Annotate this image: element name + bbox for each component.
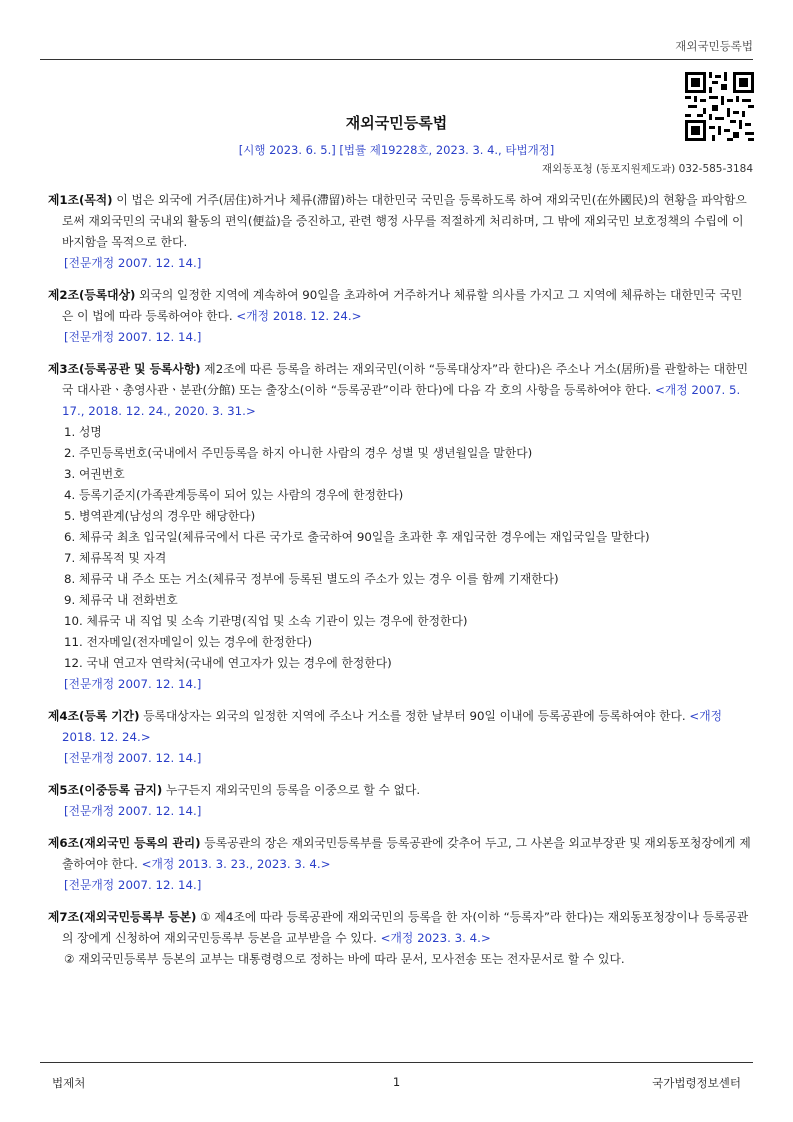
article-heading: 제2조(등록대상): [48, 288, 136, 302]
item-list: [48, 422, 753, 674]
article-heading: 제7조(재외국민등록부 등본): [48, 910, 197, 924]
list-item: 12. 국내 연고자 연락처(국내에 연고자가 있는 경우에 한정한다): [64, 656, 392, 670]
revision-note[interactable]: [전문개정 2007. 12. 14.]: [64, 256, 202, 270]
amendment-link[interactable]: <개정 2013. 3. 23., 2023. 3. 4.>: [141, 857, 331, 871]
article-text: 등록대상자는 외국의 일정한 지역에 주소나 거소를 정한 날부터 90일 이내에 등록공관에 등록하여야 한다.: [139, 709, 690, 723]
law-body: [48, 190, 753, 981]
revision-note[interactable]: [전문개정 2007. 12. 14.]: [64, 804, 202, 818]
footer-divider: [40, 1062, 753, 1063]
revision-note[interactable]: [전문개정 2007. 12. 14.]: [64, 878, 202, 892]
revision-note[interactable]: [전문개정 2007. 12. 14.]: [64, 330, 202, 344]
list-item: 2. 주민등록번호(국내에서 주민등록을 하지 아니한 사람의 경우 성별 및 생년월일을 말한다): [64, 446, 533, 460]
article-6: [48, 833, 753, 896]
list-item: 10. 체류국 내 직업 및 소속 기관명(직업 및 소속 기관이 있는 경우에 한정한다): [64, 614, 468, 628]
revision-note[interactable]: [전문개정 2007. 12. 14.]: [64, 751, 202, 765]
article-text: ① 제4조에 따라 등록공관에 재외국민의 등록을 한 자(이하 “등록자”라 한다)는 재외동포청장이나 등록공관의 장에게 신청하여 재외국민등록부 등본을 교부받을 수 있다.: [62, 910, 749, 945]
running-title: 재외국민등록법: [675, 39, 753, 53]
article-2: [48, 285, 753, 348]
article-1: [48, 190, 753, 274]
footer-source: 국가법령정보센터: [652, 1076, 741, 1090]
article-heading: 제4조(등록 기간): [48, 709, 140, 723]
article-4: [48, 706, 753, 769]
article-5: [48, 780, 753, 822]
article-heading: 제3조(등록공관 및 등록사항): [48, 362, 201, 376]
amendment-link[interactable]: <개정 2007. 5. 17., 2018. 12. 24., 2020. 3. 31.>: [62, 383, 741, 418]
list-item: 7. 체류목적 및 자격: [64, 551, 167, 565]
amendment-link[interactable]: <개정 2018. 12. 24.>: [62, 709, 723, 744]
amendment-link[interactable]: <개정 2018. 12. 24.>: [236, 309, 362, 323]
article-text: 등록공관의 장은 재외국민등록부를 등록공관에 갖추어 두고, 그 사본을 외교부장관 및 재외동포청장에게 제출하여야 한다.: [62, 836, 751, 871]
list-item: 5. 병역관계(남성의 경우만 해당한다): [64, 509, 256, 523]
article-text: 외국의 일정한 지역에 계속하여 90일을 초과하여 거주하거나 체류할 의사를 가지고 그 지역에 체류하는 대한민국 국민은 이 법에 따라 등록하여야 한다.: [62, 288, 743, 323]
list-item: 8. 체류국 내 주소 또는 거소(체류국 정부에 등록된 별도의 주소가 있는 경우 이를 함께 기재한다): [64, 572, 559, 586]
article-heading: 제6조(재외국민 등록의 관리): [48, 836, 201, 850]
list-item: 1. 성명: [64, 425, 102, 439]
page-number: 1: [392, 1075, 401, 1089]
footer-publisher: 법제처: [52, 1076, 86, 1090]
article-heading: 제5조(이중등록 금지): [48, 783, 163, 797]
amendment-link[interactable]: <개정 2023. 3. 4.>: [380, 931, 491, 945]
document-title: 재외국민등록법: [345, 114, 448, 132]
article-text: 이 법은 외국에 거주(居住)하거나 체류(滯留)하는 대한민국 국민을 등록하도록 하여 재외국민(在外國民)의 현황을 파악함으로써 재외국민의 국내외 활동의 편익(便益)을 증진하고, 관련 행정 사무를 적절하게 처리하며, 그 밖에 재외국민 보호정책의 수립에 이바지함을 목적으로 한다.: [62, 193, 747, 249]
article-7: [48, 907, 753, 970]
list-item: 4. 등록기준지(가족관계등록이 되어 있는 사람의 경우에 한정한다): [64, 488, 404, 502]
article-text: 누구든지 재외국민의 등록을 이중으로 할 수 없다.: [162, 783, 421, 797]
enforcement-info[interactable]: [시행 2023. 6. 5.] [법률 제19228호, 2023. 3. 4., 타법개정]: [238, 143, 555, 157]
article-3: [48, 359, 753, 695]
list-item: 9. 체류국 내 전화번호: [64, 593, 178, 607]
article-heading: 제1조(목적): [48, 193, 113, 207]
revision-note[interactable]: [전문개정 2007. 12. 14.]: [64, 677, 202, 691]
header-divider: [40, 59, 753, 60]
list-item: 6. 체류국 최초 입국일(체류국에서 다른 국가로 출국하여 90일을 초과한 후 재입국한 경우에는 재입국일을 말한다): [64, 530, 650, 544]
list-item: 3. 여권번호: [64, 467, 125, 481]
paragraph-2: ② 재외국민등록부 등본의 교부는 대통령령으로 정하는 바에 따라 문서, 모사전송 또는 전자문서로 할 수 있다.: [64, 952, 625, 966]
article-text: 제2조에 따른 등록을 하려는 재외국민(이하 “등록대상자”라 한다)은 주소나 거소(居所)를 관할하는 대한민국 대사관ㆍ총영사관ㆍ분관(分館) 또는 출장소(이하 “등록공관”이라 한다)에 다음 각 호의 사항을 등록하여야 한다.: [62, 362, 748, 397]
list-item: 11. 전자메일(전자메일이 있는 경우에 한정한다): [64, 635, 313, 649]
department-contact: 재외동포청 (동포지원제도과) 032-585-3184: [542, 163, 753, 175]
